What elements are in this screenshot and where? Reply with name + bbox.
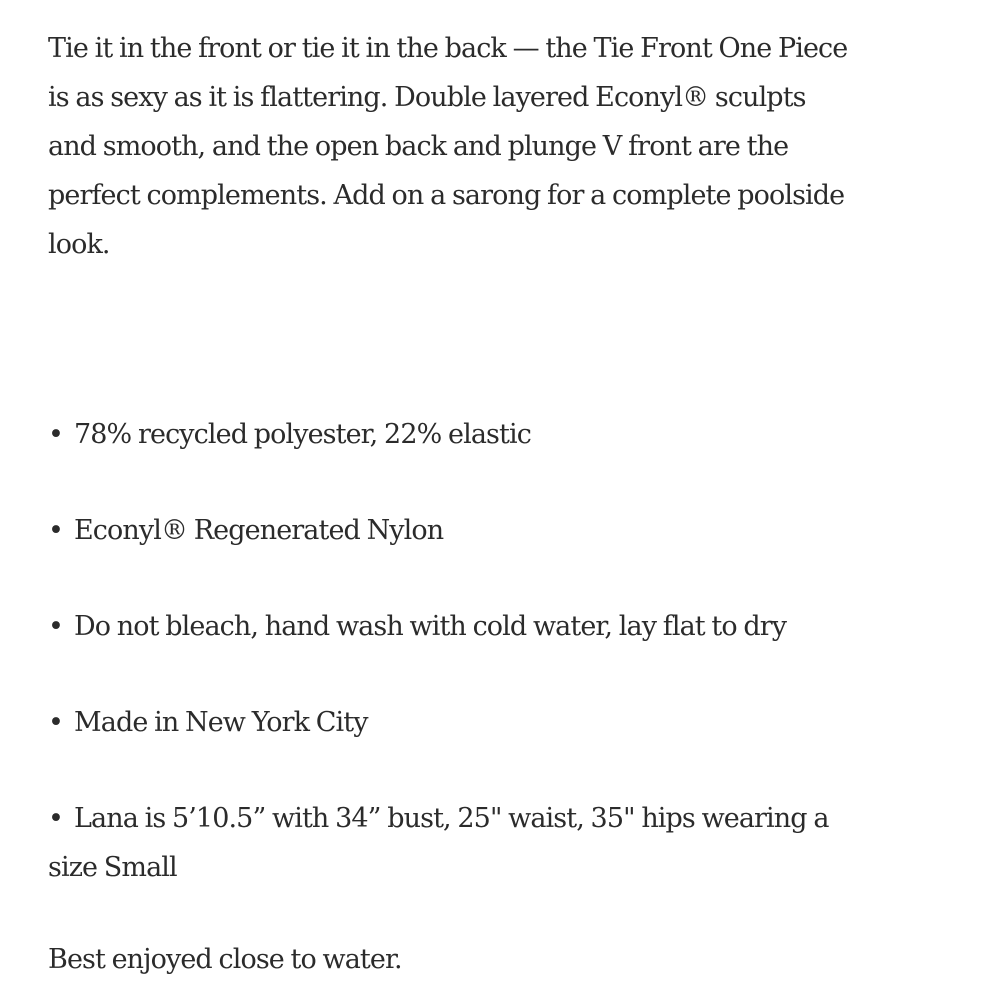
product-description-panel xyxy=(48,24,848,975)
detail-item-model-fit xyxy=(48,794,848,892)
bullet-icon: • xyxy=(48,803,64,834)
detail-item-fabric xyxy=(48,506,848,555)
detail-item-label: 78% recycled polyester, 22% elastic xyxy=(74,419,531,450)
detail-item-label: Do not bleach, hand wash with cold water, lay flat to dry xyxy=(74,611,787,642)
bullet-icon: • xyxy=(48,515,64,546)
detail-item-label: Made in New York City xyxy=(74,707,368,738)
closing-note: Best enjoyed close to water. xyxy=(48,944,402,975)
bullet-icon: • xyxy=(48,611,64,642)
detail-item-label: Lana is 5’10.5” with 34” bust, 25" waist, 35" hips wearing a size Small xyxy=(48,803,829,883)
detail-item-material xyxy=(48,410,848,459)
detail-item-care xyxy=(48,602,848,651)
bullet-icon: • xyxy=(48,707,64,738)
product-details-list xyxy=(48,410,848,939)
detail-item-origin xyxy=(48,698,848,747)
product-description: Tie it in the front or tie it in the back — the Tie Front One Piece is as sexy as it is flattering. Double layered Econyl® sculpts and smooth, and the open back and plunge V front are the perfect complements. Add on a sarong for a complete poolside look. xyxy=(48,33,848,260)
bullet-icon: • xyxy=(48,419,64,450)
detail-item-label: Econyl® Regenerated Nylon xyxy=(74,515,444,546)
